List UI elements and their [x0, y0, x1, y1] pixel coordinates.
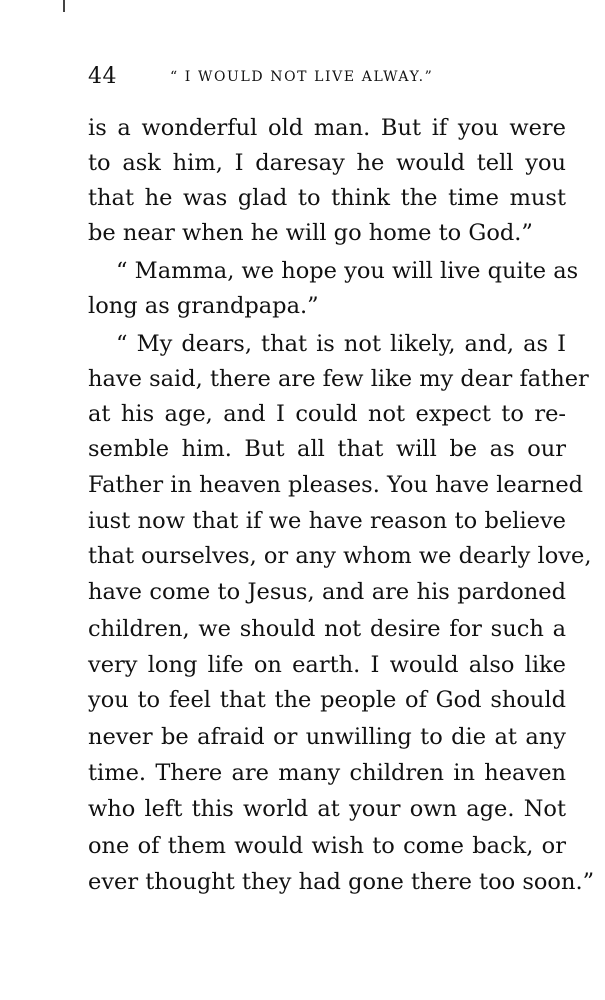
page-number: 44 — [88, 64, 117, 89]
text-line: be near when he will go home to God.” — [88, 220, 533, 246]
text-line: very long life on earth. I would also like — [88, 652, 566, 678]
text-line: have said, there are few like my dear father — [88, 366, 589, 392]
text-line: “ My dears, that is not likely, and, as I — [116, 331, 566, 357]
text-line: who left this world at your own age. Not — [88, 796, 566, 822]
text-line: long as grandpapa.” — [88, 293, 319, 319]
text-line: that ourselves, or any whom we dearly love, — [88, 543, 592, 569]
running-title: “ I WOULD NOT LIVE ALWAY.” — [170, 69, 434, 85]
text-line: one of them would wish to come back, or — [88, 833, 566, 859]
text-line: children, we should not desire for such a — [88, 616, 566, 642]
text-line: at his age, and I could not expect to re- — [88, 401, 566, 427]
text-line: is a wonderful old man. But if you were — [88, 115, 566, 141]
text-line: never be afraid or unwilling to die at any — [88, 724, 566, 750]
text-line: iust now that if we have reason to believe — [88, 508, 566, 534]
text-line: you to feel that the people of God should — [88, 687, 566, 713]
text-line: “ Mamma, we hope you will live quite as — [116, 258, 579, 284]
text-line: Father in heaven pleases. You have learned — [88, 472, 584, 498]
text-line: semble him. But all that will be as our — [88, 436, 566, 462]
text-line: ever thought they had gone there too soon.” — [88, 869, 595, 895]
text-line: time. There are many children in heaven — [88, 760, 566, 786]
text-line: have come to Jesus, and are his pardoned — [88, 579, 566, 605]
text-line: that he was glad to think the time must — [88, 185, 566, 211]
text-line: to ask him, I daresay he would tell you — [88, 150, 566, 176]
